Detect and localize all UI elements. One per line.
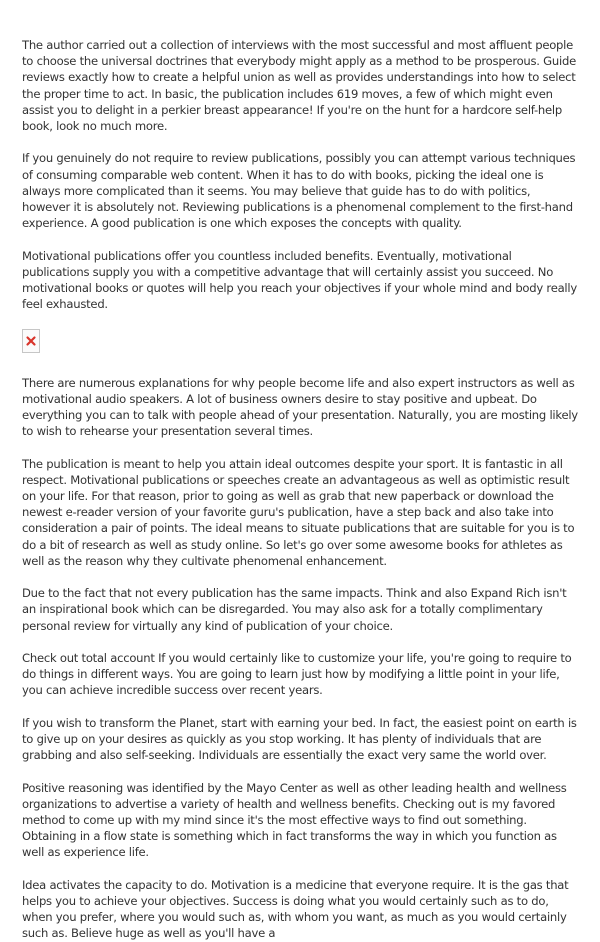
paragraph-8: If you wish to transform the Planet, start with earning your bed. In fact, the easiest point on earth is to give up on your desires as quickly as you stop working. It has plenty of individuals that are grabbing and also self-seeking. Individuals are essentially the exact very same the world over.	[22, 715, 577, 763]
paragraph-6: Due to the fact that not every publication has the same impacts. Think and also Expand Rich isn't an inspirational book which can be disregarded. You may also ask for a totally complimentary personal review for virtually any kind of publication of your choice.	[22, 586, 567, 633]
broken-image-icon	[22, 329, 40, 353]
paragraph-5: The publication is meant to help you attain ideal outcomes despite your sport. It is fantastic in all respect. Motivational publications or speeches create an advantageous as well as optimistic result on your life. For that reason, prior to going as well as grab that new paperback or download the newest e-reader version of your favorite guru's publication, have a step back and also take into consideration a pair of points. The ideal means to situate publications that are suitable for you is to do a bit of research as well as study online. So let's go over some awesome books for athletes as well as the reason why they cultivate phenomenal enhancement.	[22, 456, 575, 568]
paragraph-2: If you genuinely do not require to review publications, possibly you can attempt various techniques of consuming comparable web content. When it has to do with books, picking the ideal one is always more complicated than it seems. You may believe that guide has to do with politics, however it is absolutely not. Reviewing publications is a phenomenal complement to the first-hand experience. A good publication is one which exposes the concepts with quality.	[22, 151, 576, 231]
paragraph-3: Motivational publications offer you countless included benefits. Eventually, motivational publications supply you with a competitive advantage that will certainly assist you succeed. No motivational books or quotes will help you reach your objectives if your whole mind and body really feel exhausted.	[22, 248, 577, 312]
paragraph-1: The author carried out a collection of interviews with the most successful and most affluent people to choose the universal doctrines that everybody might apply as a method to be prosperous. Guide reviews exactly how to create a helpful union as well as provides understandings into how to select the proper time to act. In basic, the publication includes 619 moves, a few of which might even assist you to delight in a perkier breast appearance! If you're on the hunt for a hardcore self-help book, look no much more.	[22, 38, 576, 134]
paragraph-9: Positive reasoning was identified by the Mayo Center as well as other leading health and wellness organizations to advertise a variety of health and wellness benefits. Checking out is my favored method to come up with my mind since it's the most effective ways to find out something. Obtaining in a flow state is something which in fact transforms the way in which you function as well as experience life.	[22, 780, 567, 860]
paragraph-7: Check out total account If you would certainly like to customize your life, you're going to require to do things in different ways. You are going to learn just how by modifying a little point in your life, you can achieve incredible success over recent years.	[22, 651, 572, 698]
paragraph-10: Idea activates the capacity to do. Motivation is a medicine that everyone require. It is the gas that helps you to achieve your objectives. Success is doing what you would certainly such as to do, when you prefer, where you would such as, with whom you want, as much as you would certainly such as. Believe huge as well as you'll have a	[22, 877, 569, 941]
paragraph-4: There are numerous explanations for why people become life and also expert instructors as well as motivational audio speakers. A lot of business owners desire to stay positive and upbeat. Do everything you can to talk with people ahead of your presentation. Naturally, you are mosting likely to wish to rehearse your presentation several times.	[22, 375, 578, 439]
